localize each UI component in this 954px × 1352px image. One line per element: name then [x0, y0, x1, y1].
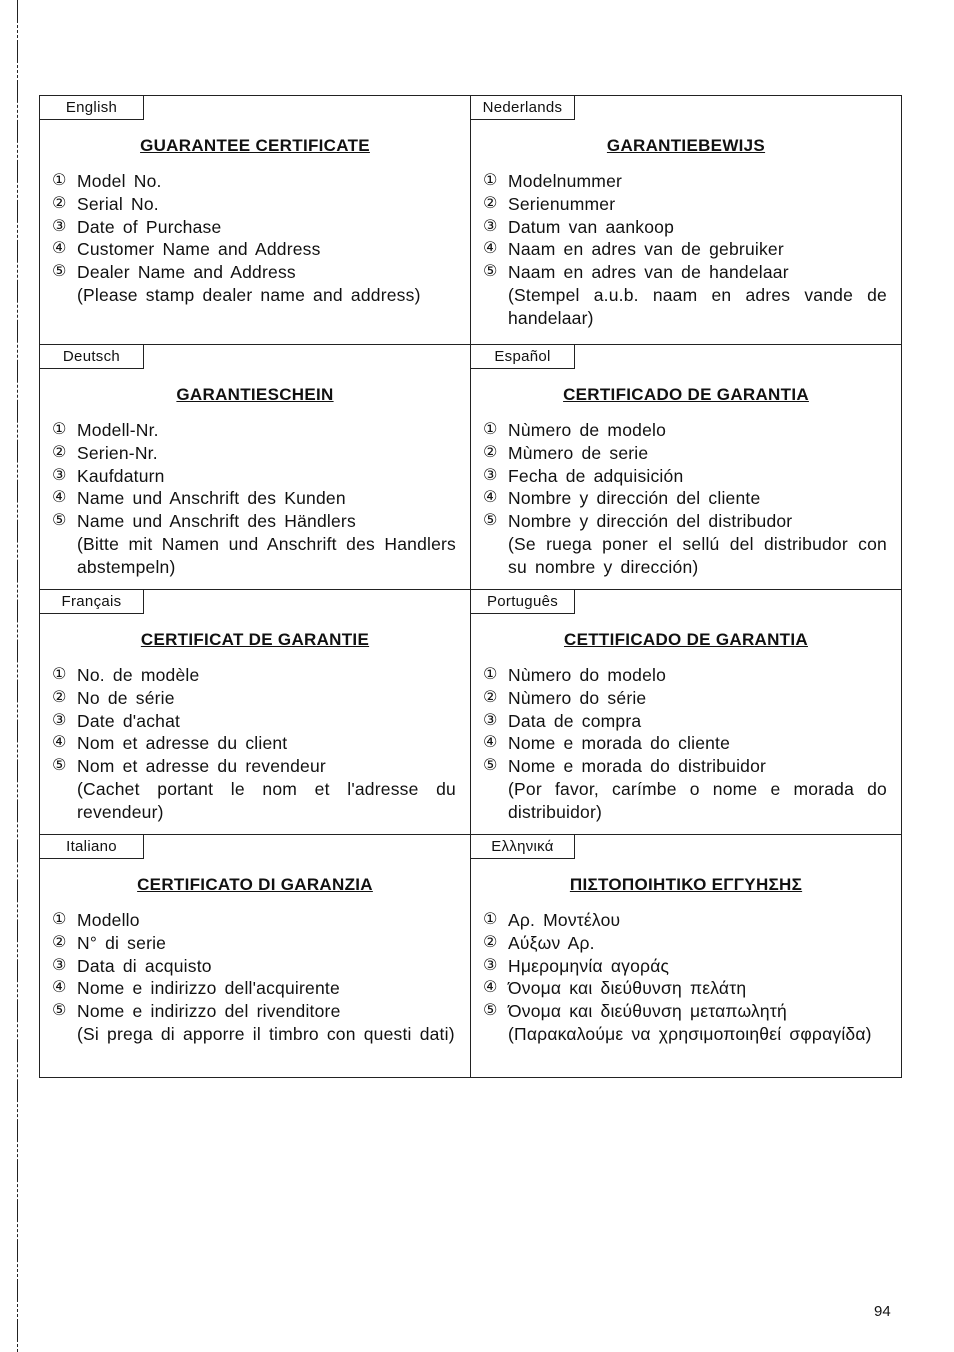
item-marker: ③: [52, 711, 67, 729]
section-francais: [40, 590, 471, 835]
list-item: [52, 710, 456, 733]
list-item: [52, 170, 456, 193]
cut-line: [17, 0, 18, 1352]
item-text: Nùmero do série: [508, 687, 647, 708]
item-text: N° di serie: [77, 932, 167, 953]
list-item: [52, 909, 456, 932]
language-label: Português: [471, 590, 575, 614]
item-list: [483, 909, 887, 1046]
item-marker: ②: [483, 443, 498, 461]
language-label: Nederlands: [471, 96, 575, 120]
item-text: Kaufdaturn: [77, 465, 165, 486]
item-marker: ⑤: [52, 757, 67, 775]
language-label: Ελληνικά: [471, 835, 575, 859]
item-list: [52, 419, 456, 579]
item-marker: ⑤: [52, 263, 67, 281]
item-marker: ⑤: [483, 1002, 498, 1020]
list-item: [483, 465, 887, 488]
item-marker: ⑤: [52, 1002, 67, 1020]
list-item: [52, 687, 456, 710]
item-text: Date d'achat: [77, 710, 181, 731]
item-marker: ②: [483, 933, 498, 951]
section-english: [40, 96, 471, 345]
item-marker: ④: [52, 489, 67, 507]
item-text: Customer Name and Address: [77, 239, 321, 260]
item-marker: ③: [483, 217, 498, 235]
item-marker: ⑤: [483, 757, 498, 775]
item-text: Nom et adresse du client: [77, 733, 288, 754]
item-list: [483, 419, 887, 579]
item-text: Name und Anschrift des Händlers: [77, 511, 356, 532]
item-text: Modello: [77, 910, 140, 930]
list-item: [483, 487, 887, 510]
item-text: Ημερομηνία αγοράς: [508, 955, 670, 976]
section-title: CERTIFICAT DE GARANTIE: [140, 630, 370, 649]
item-text: Model No.: [77, 171, 162, 191]
item-list: [483, 664, 887, 824]
list-item: [52, 261, 456, 284]
item-marker: ④: [483, 240, 498, 258]
language-label: Français: [40, 590, 144, 614]
item-text: Name und Anschrift des Kunden: [77, 488, 346, 509]
list-item: [483, 193, 887, 216]
section-title: CERTIFICADO DE GARANTIA: [563, 385, 809, 404]
item-marker: ②: [52, 443, 67, 461]
list-item: [52, 238, 456, 261]
item-marker: ③: [483, 711, 498, 729]
section-italiano: [40, 835, 471, 1077]
list-item: [52, 732, 456, 755]
item-text: Αρ. Μοντέλου: [508, 910, 621, 930]
language-label: Deutsch: [40, 345, 144, 369]
item-text: Date of Purchase: [77, 216, 222, 237]
item-list: [52, 170, 456, 307]
item-text: Serial No.: [77, 193, 159, 214]
item-text: No. de modèle: [77, 665, 200, 685]
item-text: Naam en adres van de gebruiker: [508, 239, 784, 260]
item-marker: ④: [483, 979, 498, 997]
item-marker: ④: [52, 240, 67, 258]
item-marker: ⑤: [483, 263, 498, 281]
section-nederlands: [471, 96, 901, 345]
guarantee-grid: [39, 95, 902, 1078]
list-item: [52, 932, 456, 955]
item-note: (Se ruega poner el sellú del distribudor con su nombre y dirección): [508, 533, 887, 577]
section-title: GARANTIEBEWIJS: [606, 136, 766, 155]
item-marker: ④: [483, 734, 498, 752]
list-item: [483, 755, 887, 778]
item-marker: ①: [52, 421, 67, 438]
item-text: Serien-Nr.: [77, 442, 158, 463]
item-text: Nùmero do modelo: [508, 665, 667, 685]
item-marker: ①: [483, 911, 498, 928]
list-item: [483, 909, 887, 932]
section-greek: [471, 835, 901, 1077]
list-item: [483, 664, 887, 687]
item-text: Naam en adres van de handelaar: [508, 262, 789, 283]
list-item: [52, 193, 456, 216]
item-text: Mùmero de serie: [508, 442, 649, 463]
item-text: Serienummer: [508, 193, 616, 214]
item-text: Nome e morada do cliente: [508, 733, 731, 754]
item-text: Modelnummer: [508, 171, 623, 191]
item-marker: ⑤: [483, 512, 498, 530]
list-item: [52, 664, 456, 687]
list-item: [483, 1000, 887, 1023]
list-item: [483, 442, 887, 465]
item-marker: ③: [483, 466, 498, 484]
list-item: [483, 687, 887, 710]
section-espanol: [471, 345, 901, 590]
item-text: Nombre y dirección del distribudor: [508, 511, 793, 532]
section-portugues: [471, 590, 901, 835]
language-label: Italiano: [40, 835, 144, 859]
list-item: [483, 710, 887, 733]
list-item: [52, 442, 456, 465]
section-title: CERTIFICATO DI GARANZIA: [137, 875, 373, 894]
list-item: [52, 1000, 456, 1023]
item-marker: ②: [483, 688, 498, 706]
item-list: [483, 170, 887, 330]
item-note: (Stempel a.u.b. naam en adres vande de handelaar): [508, 284, 887, 328]
item-text: Fecha de adquisición: [508, 465, 684, 486]
item-marker: ②: [52, 688, 67, 706]
item-marker: ③: [52, 956, 67, 974]
item-list: [52, 909, 456, 1046]
item-marker: ②: [52, 194, 67, 212]
list-item: [483, 419, 887, 442]
list-item: [483, 932, 887, 955]
item-note: (Παρακαλούμε να χρησιμοποιηθεί σφραγίδα): [508, 1023, 872, 1044]
list-item: [52, 419, 456, 442]
item-note: (Por favor, carímbe o nome e morada do distribuidor): [508, 778, 887, 822]
list-item: [52, 465, 456, 488]
item-text: Modell-Nr.: [77, 420, 159, 440]
item-note: (Please stamp dealer name and address): [77, 284, 421, 305]
item-text: Dealer Name and Address: [77, 262, 296, 283]
page-number: 94: [874, 1303, 891, 1320]
section-deutsch: [40, 345, 471, 590]
item-text: Nombre y dirección del cliente: [508, 488, 761, 509]
item-marker: ③: [52, 466, 67, 484]
list-item: [52, 755, 456, 778]
item-marker: ①: [52, 911, 67, 928]
item-text: Nome e indirizzo dell'acquirente: [77, 978, 340, 999]
item-text: Όνομα και διεύθυνση πελάτη: [508, 978, 747, 999]
section-title: GUARANTEE CERTIFICATE: [140, 136, 370, 155]
section-title: ΠΙΣΤΟΠΟΙΗΤΙΚΟ ΕΓΓΥΗΣΗΣ: [569, 875, 803, 894]
list-item: [52, 955, 456, 978]
item-marker: ④: [52, 734, 67, 752]
list-item: [483, 977, 887, 1000]
item-text: Αύξων Αρ.: [508, 932, 595, 953]
item-text: Nome e indirizzo del rivenditore: [77, 1001, 341, 1022]
item-text: Nùmero de modelo: [508, 420, 667, 440]
item-marker: ②: [52, 933, 67, 951]
list-item: [52, 216, 456, 239]
item-text: Nome e morada do distribuidor: [508, 756, 767, 777]
item-marker: ②: [483, 194, 498, 212]
list-item: [52, 510, 456, 533]
list-item: [483, 510, 887, 533]
section-title: CETTIFICADO DE GARANTIA: [564, 630, 808, 649]
item-text: No de série: [77, 687, 175, 708]
item-text: Nom et adresse du revendeur: [77, 756, 326, 777]
list-item: [483, 955, 887, 978]
item-list: [52, 664, 456, 824]
item-note: (Si prega di apporre il timbro con questi dati): [77, 1023, 455, 1044]
list-item: [483, 216, 887, 239]
item-marker: ①: [483, 666, 498, 683]
list-item: [483, 238, 887, 261]
item-marker: ①: [52, 666, 67, 683]
list-item: [483, 261, 887, 284]
item-text: Datum van aankoop: [508, 216, 675, 237]
item-note: (Cachet portant le nom et l'adresse du revendeur): [77, 778, 456, 822]
section-title: GARANTIESCHEIN: [176, 385, 334, 404]
list-item: [52, 977, 456, 1000]
item-marker: ①: [483, 421, 498, 438]
list-item: [483, 732, 887, 755]
item-marker: ①: [483, 172, 498, 189]
item-marker: ③: [483, 956, 498, 974]
item-text: Data de compra: [508, 710, 642, 731]
item-marker: ④: [52, 979, 67, 997]
list-item: [483, 170, 887, 193]
item-marker: ④: [483, 489, 498, 507]
item-marker: ③: [52, 217, 67, 235]
list-item: [52, 487, 456, 510]
item-marker: ①: [52, 172, 67, 189]
item-text: Data di acquisto: [77, 955, 212, 976]
language-label: English: [40, 96, 144, 120]
item-marker: ⑤: [52, 512, 67, 530]
item-text: Όνομα και διεύθυνση μεταπωλητή: [508, 1001, 787, 1022]
item-note: (Bitte mit Namen und Anschrift des Handlers abstempeln): [77, 533, 456, 577]
language-label: Español: [471, 345, 575, 369]
